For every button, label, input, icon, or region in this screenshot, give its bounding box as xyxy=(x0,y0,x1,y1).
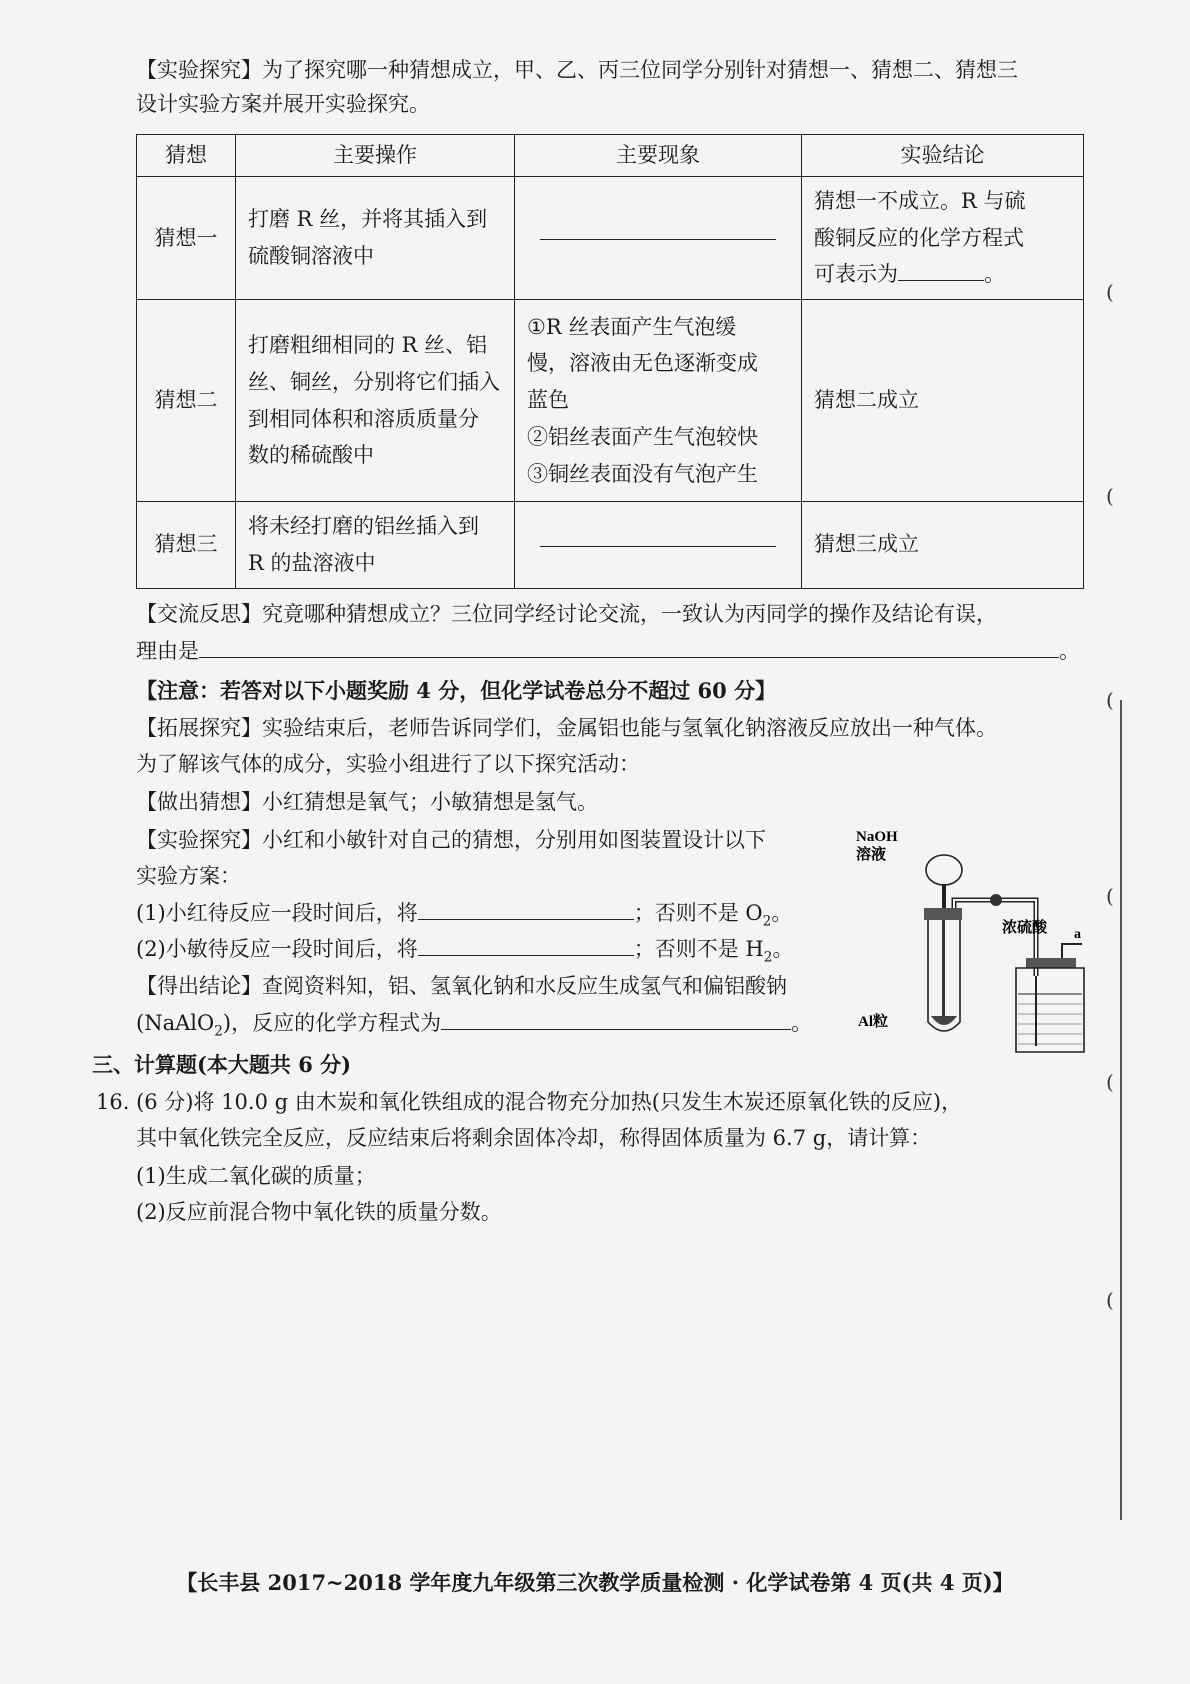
reflection-line-1: 【交流反思】究竟哪种猜想成立？三位同学经讨论交流，一致认为丙同学的操作及结论有误， xyxy=(136,602,997,626)
binding-hole-mark: ( xyxy=(1106,688,1114,712)
outlet-tube xyxy=(1062,944,1082,958)
row1-conclusion-text: 可表示为 xyxy=(814,262,898,287)
conclusion-formula: (NaAlO xyxy=(136,1011,215,1036)
acid-label: 浓硫酸 xyxy=(1002,920,1048,936)
explore-line-2: 实验方案： xyxy=(136,864,241,888)
conclusion-line-2 xyxy=(136,1006,812,1043)
row3-operation-line: 将未经打磨的铝丝插入到 xyxy=(248,514,479,538)
table-row xyxy=(137,300,1084,502)
row2-operation-line: 数的稀硫酸中 xyxy=(248,443,374,468)
row1-phenomenon-blank[interactable] xyxy=(540,235,776,240)
explore-line-1: 【实验探究】小红和小敏针对自己的猜想，分别用如图装置设计以下 xyxy=(136,828,766,852)
row3-conclusion: 猜想三成立 xyxy=(802,502,1084,589)
row2-phenomenon-line: ②铝丝表面产生气泡较快 xyxy=(527,424,758,449)
hypothesis: 【做出猜想】小红猜想是氧气；小敏猜想是氢气。 xyxy=(136,790,598,814)
separatory-funnel xyxy=(926,855,962,885)
row2-operation-line: 打磨粗细相同的 R 丝、铝 xyxy=(248,333,488,357)
intro-line-1: 【实验探究】为了探究哪一种猜想成立，甲、乙、丙三位同学分别针对猜想一、猜想二、猜想三 xyxy=(136,58,1018,82)
page-footer: 【长丰县 2017~2018 学年度九年级第三次教学质量检测 · 化学试卷第 4 页(共 4 页)】 xyxy=(176,1570,1014,1595)
binding-hole-mark: ( xyxy=(1106,1288,1114,1312)
q2-end: 。 xyxy=(772,937,794,962)
connecting-tube xyxy=(954,900,1036,976)
al-granules xyxy=(931,1016,957,1025)
row2-operation xyxy=(236,300,515,502)
q2-suffix: ；否则不是 H xyxy=(633,937,764,962)
row3-phenomenon xyxy=(515,502,802,589)
question-2 xyxy=(136,932,793,969)
q1-end: 。 xyxy=(771,901,793,926)
acid-liquid xyxy=(1018,1004,1082,1044)
row2-conclusion: 猜想二成立 xyxy=(802,300,1084,502)
equation-blank[interactable] xyxy=(898,257,984,281)
reason-blank[interactable] xyxy=(199,634,1059,658)
table-header-row xyxy=(137,135,1084,177)
binding-hole-mark: ( xyxy=(1106,280,1114,304)
row3-operation xyxy=(236,502,515,589)
header-operation: 主要操作 xyxy=(236,135,515,177)
row2-phenomenon-line: ①R 丝表面产生气泡缓 xyxy=(527,314,737,339)
q1-blank[interactable] xyxy=(418,896,634,920)
question-16-line-1: 16. (6 分)将 10.0 g 由木炭和氧化铁组成的混合物充分加热(只发生木炭还原氧化铁的反应)， xyxy=(96,1090,963,1114)
bonus-note: 【注意：若答对以下小题奖励 4 分，但化学试卷总分不超过 60 分】 xyxy=(136,678,777,703)
funnel-stem xyxy=(942,884,946,908)
experiment-table xyxy=(136,134,1084,589)
row1-conclusion-end: 。 xyxy=(984,262,1005,287)
question-16-part-1: (1)生成二氧化碳的质量； xyxy=(136,1164,376,1188)
naoh-label: NaOH xyxy=(856,829,898,845)
row1-operation xyxy=(236,176,515,299)
clamp-valve xyxy=(990,894,1002,906)
funnel-tube xyxy=(942,920,945,1016)
gas-washing-bottle xyxy=(1016,968,1084,1052)
table-row xyxy=(137,502,1084,589)
header-conclusion: 实验结论 xyxy=(802,135,1084,177)
q2-prefix: (2)小敏待反应一段时间后，将 xyxy=(136,937,418,962)
apparatus-diagram xyxy=(856,826,1086,1056)
q2-subscript: 2 xyxy=(763,949,773,966)
row3-guess: 猜想三 xyxy=(137,502,236,589)
row2-guess: 猜想二 xyxy=(137,300,236,502)
outlet-a-label: a xyxy=(1074,927,1081,942)
row1-conclusion xyxy=(802,176,1084,299)
table-row xyxy=(137,176,1084,299)
binding-edge-line xyxy=(1120,700,1122,1520)
row3-phenomenon-blank[interactable] xyxy=(540,542,776,547)
q2-blank[interactable] xyxy=(418,932,634,956)
row1-guess: 猜想一 xyxy=(137,176,236,299)
equation-answer-blank[interactable] xyxy=(441,1006,791,1030)
question-16-line-2: 其中氧化铁完全反应，反应结束后将剩余固体冷却，称得固体质量为 6.7 g，请计算： xyxy=(136,1126,932,1150)
reflection-line-2 xyxy=(136,634,1080,669)
row2-phenomenon xyxy=(515,300,802,502)
row2-operation-line: 丝、铜丝，分别将它们插入 xyxy=(248,369,500,394)
question-16-part-2: (2)反应前混合物中氧化铁的质量分数。 xyxy=(136,1200,502,1224)
row2-phenomenon-line: ③铜丝表面没有气泡产生 xyxy=(527,461,758,486)
row1-conclusion-line: 酸铜反应的化学方程式 xyxy=(814,225,1024,250)
binding-hole-mark: ( xyxy=(1106,1070,1114,1094)
row2-phenomenon-line: 蓝色 xyxy=(527,388,569,413)
row1-conclusion-line: 猜想一不成立。R 与硫 xyxy=(814,188,1026,213)
conclusion-mid: )，反应的化学方程式为 xyxy=(222,1011,442,1036)
intro-line-2: 设计实验方案并展开实验探究。 xyxy=(136,92,430,116)
conclusion-end: 。 xyxy=(791,1011,813,1036)
conclusion-line-1: 【得出结论】查阅资料知，铝、氢氧化钠和水反应生成氢气和偏铝酸钠 xyxy=(136,974,787,998)
row1-operation-line: 打磨 R 丝，并将其插入到 xyxy=(248,207,488,232)
row2-operation-line: 到相同体积和溶质质量分 xyxy=(248,406,479,431)
extend-line-1: 【拓展探究】实验结束后，老师告诉同学们，金属铝也能与氢氧化钠溶液反应放出一种气体。 xyxy=(136,716,997,740)
question-1 xyxy=(136,896,792,933)
row3-operation-line: R 的盐溶液中 xyxy=(248,550,376,575)
row2-phenomenon-line: 慢，溶液由无色逐渐变成 xyxy=(527,351,758,376)
reflection-suffix: 。 xyxy=(1059,639,1080,664)
header-phenomenon: 主要现象 xyxy=(515,135,802,177)
naoh-solution-label: 溶液 xyxy=(856,847,887,863)
section-3-title: 三、计算题(本大题共 6 分) xyxy=(92,1052,352,1077)
bottle-stopper xyxy=(1026,958,1076,968)
connecting-tube-inner xyxy=(954,900,1036,976)
row1-operation-line: 硫酸铜溶液中 xyxy=(248,243,374,268)
q1-suffix: ；否则不是 O xyxy=(633,901,763,926)
reflection-prefix: 理由是 xyxy=(136,639,199,664)
q1-prefix: (1)小红待反应一段时间后，将 xyxy=(136,901,418,926)
tube-stopper xyxy=(924,908,962,920)
row1-conclusion-line xyxy=(814,256,1071,293)
q1-subscript: 2 xyxy=(762,913,772,930)
al-label: Al粒 xyxy=(858,1014,889,1030)
row1-phenomenon xyxy=(515,176,802,299)
extend-line-2: 为了解该气体的成分，实验小组进行了以下探究活动： xyxy=(136,752,640,776)
header-guess: 猜想 xyxy=(137,135,236,177)
binding-hole-mark: ( xyxy=(1106,884,1114,908)
conclusion-subscript: 2 xyxy=(214,1023,223,1040)
binding-hole-mark: ( xyxy=(1106,484,1114,508)
